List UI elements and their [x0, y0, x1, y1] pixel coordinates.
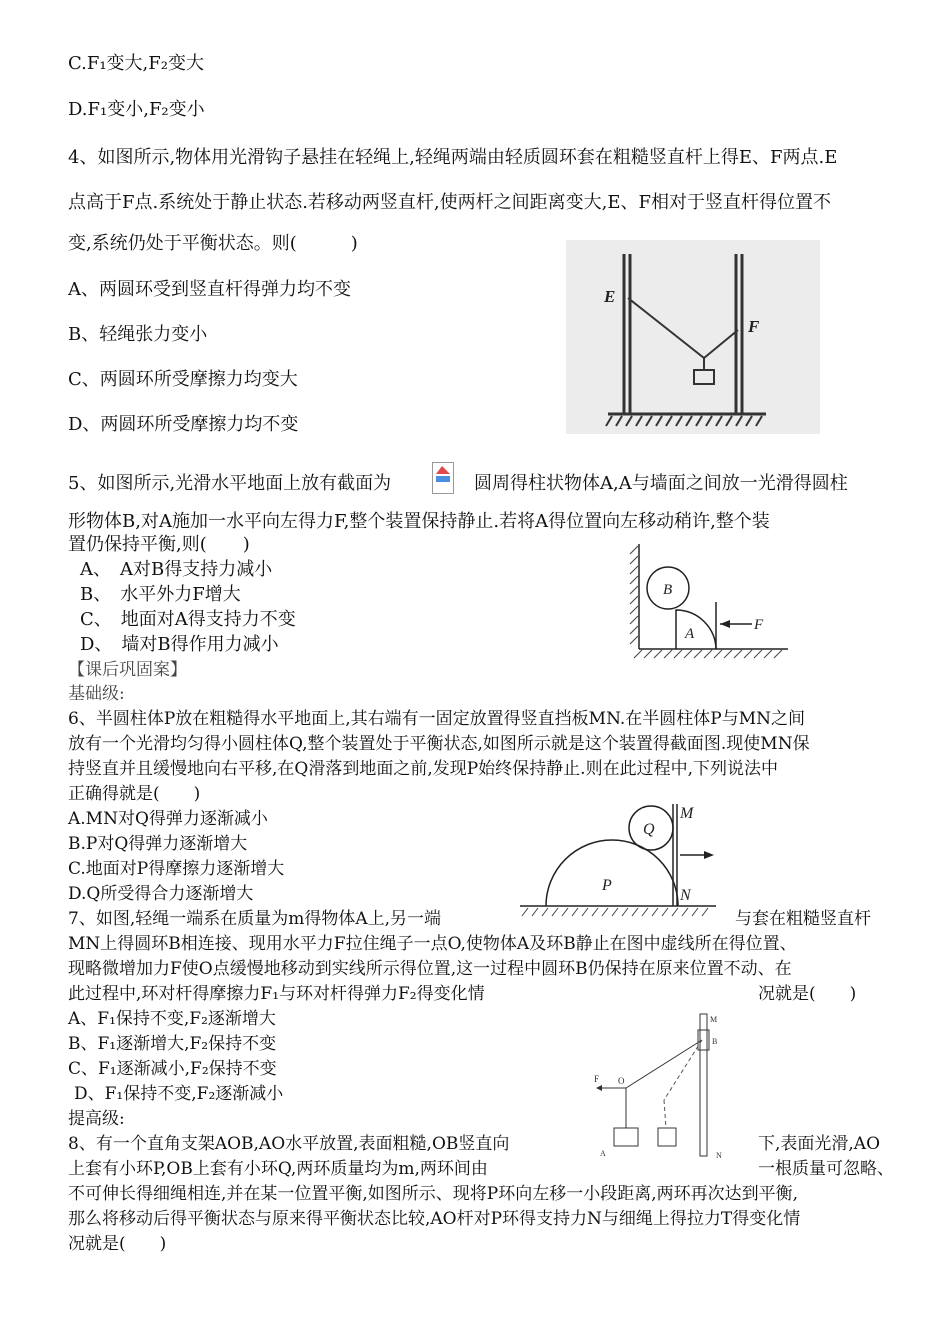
q7-stem-line4b: 况就是( ) [758, 984, 857, 1004]
q5-option-b: B、 水平外力F增大 [80, 584, 241, 605]
level-basic-label: 基础级: [68, 684, 125, 704]
q7-stem-line2: MN上得圆环B相连接、现用水平力F拉住绳子一点O,使物体A及环B静止在图中虚线所在得位置、 [68, 934, 797, 954]
q7-fig-label-a: A [600, 1149, 606, 1158]
q7-fig-label-m: M [710, 1015, 718, 1024]
q4-option-a: A、两圆环受到竖直杆得弹力均不变 [68, 279, 351, 300]
q5-fig-label-f: F [754, 617, 764, 633]
q6-figure [520, 800, 720, 920]
q4-option-b: B、轻绳张力变小 [68, 324, 208, 345]
q7-stem-line1b: 与套在粗糙竖直杆 [735, 909, 871, 929]
q8-stem-line4: 那么将移动后得平衡状态与原来得平衡状态比较,AO杆对P环得支持力N与细绳上得拉力T得变化情 [68, 1209, 801, 1229]
q8-stem-line5: 况就是( ) [68, 1234, 167, 1254]
q5-stem-line1a: 5、如图所示,光滑水平地面上放有截面为 [68, 473, 392, 494]
q4-option-d: D、两圆环所受摩擦力均不变 [68, 414, 299, 435]
q4-option-c: C、两圆环所受摩擦力均变大 [68, 369, 298, 390]
q7-fig-label-f: F [594, 1074, 600, 1084]
q6-fig-label-m: M [680, 805, 694, 822]
q6-option-d: D.Q所受得合力逐渐增大 [68, 884, 254, 904]
q8-stem-line2b: 一根质量可忽略、 [758, 1159, 894, 1179]
q6-fig-label-n: N [680, 887, 691, 904]
q7-stem-line1a: 7、如图,轻绳一端系在质量为m得物体A上,另一端 [68, 909, 442, 929]
q4-figure [566, 240, 820, 434]
q7-option-c: C、F₁逐渐减小,F₂保持不变 [68, 1059, 277, 1079]
q7-stem-line3: 现略微增加力F使O点缓慢地移动到实线所示得位置,这一过程中圆环B仍保持在原来位置不动、在 [68, 959, 792, 979]
q6-stem-line3: 持竖直并且缓慢地向右平移,在Q滑落到地面之前,发现P始终保持静止.则在此过程中,下列说法中 [68, 759, 778, 779]
q4-fig-label-f: F [748, 317, 760, 336]
q6-stem-line1: 6、半圆柱体P放在粗糙得水平地面上,其右端有一固定放置得竖直挡板MN.在半圆柱体P与MN之间 [68, 709, 805, 729]
q5-stem-line2: 形物体B,对A施加一水平向左得力F,整个装置保持静止.若将A得位置向左移动稍许,整个装 [68, 511, 770, 532]
q4-stem-line2: 点高于F点.系统处于静止状态.若移动两竖直杆,使两杆之间距离变大,E、F相对于竖直杆得位置不 [68, 192, 832, 213]
q7-figure [588, 1010, 740, 1160]
q5-option-a: A、 A对B得支持力减小 [80, 559, 273, 580]
q3-option-d: D.F₁变小,F₂变小 [68, 99, 205, 120]
level-advanced-label: 提高级: [68, 1109, 125, 1129]
q5-figure [628, 540, 790, 662]
q6-stem-line2: 放有一个光滑均匀得小圆柱体Q,整个装置处于平衡状态,如图所示就是这个装置得截面图.现使MN保 [68, 734, 810, 754]
q8-stem-line2a: 上套有小环P,OB上套有小环Q,两环质量均为m,两环间由 [68, 1159, 488, 1179]
q5-fig-label-a: A [685, 626, 695, 642]
q3-option-c: C.F₁变大,F₂变大 [68, 53, 204, 74]
q7-option-a: A、F₁保持不变,F₂逐渐增大 [68, 1009, 276, 1029]
q7-fig-label-b: B [712, 1037, 718, 1046]
q6-stem-line4: 正确得就是( ) [68, 784, 201, 804]
broken-image-icon [432, 462, 454, 494]
q7-option-b: B、F₁逐渐增大,F₂保持不变 [68, 1034, 277, 1054]
q6-option-c: C.地面对P得摩擦力逐渐增大 [68, 859, 285, 879]
q8-stem-line3: 不可伸长得细绳相连,并在某一位置平衡,如图所示、现将P环向左移一小段距离,两环再次达到平衡, [68, 1184, 799, 1204]
q6-option-a: A.MN对Q得弹力逐渐减小 [68, 809, 268, 829]
q5-stem-line1b: 圆周得柱状物体A,A与墙面之间放一光滑得圆柱 [474, 473, 848, 494]
q7-option-d: D、F₁保持不变,F₂逐渐减小 [74, 1084, 284, 1104]
q7-fig-label-n: N [716, 1151, 722, 1160]
q5-stem-line3: 置仍保持平衡,则( ) [68, 534, 250, 555]
q7-stem-line4a: 此过程中,环对杆得摩擦力F₁与环对杆得弹力F₂得变化情 [68, 984, 485, 1004]
q4-stem-line3: 变,系统仍处于平衡状态。则( ) [68, 233, 358, 254]
q5-option-d: D、 墙对B得作用力减小 [80, 634, 279, 655]
q5-option-c: C、 地面对A得支持力不变 [80, 609, 296, 630]
q6-fig-label-q: Q [643, 821, 655, 838]
q7-fig-label-o: O [618, 1076, 625, 1086]
q8-stem-line1b: 下,表面光滑,AO [758, 1134, 881, 1154]
section-heading: 【课后巩固案】 [68, 660, 187, 680]
q5-fig-label-b: B [663, 582, 673, 598]
q6-fig-label-p: P [602, 877, 612, 894]
q4-fig-label-e: E [604, 287, 616, 306]
q8-stem-line1a: 8、有一个直角支架AOB,AO水平放置,表面粗糙,OB竖直向 [68, 1134, 510, 1154]
q6-option-b: B.P对Q得弹力逐渐增大 [68, 834, 248, 854]
q4-stem-line1: 4、如图所示,物体用光滑钩子悬挂在轻绳上,轻绳两端由轻质圆环套在粗糙竖直杆上得E、F两点.E [68, 147, 838, 168]
